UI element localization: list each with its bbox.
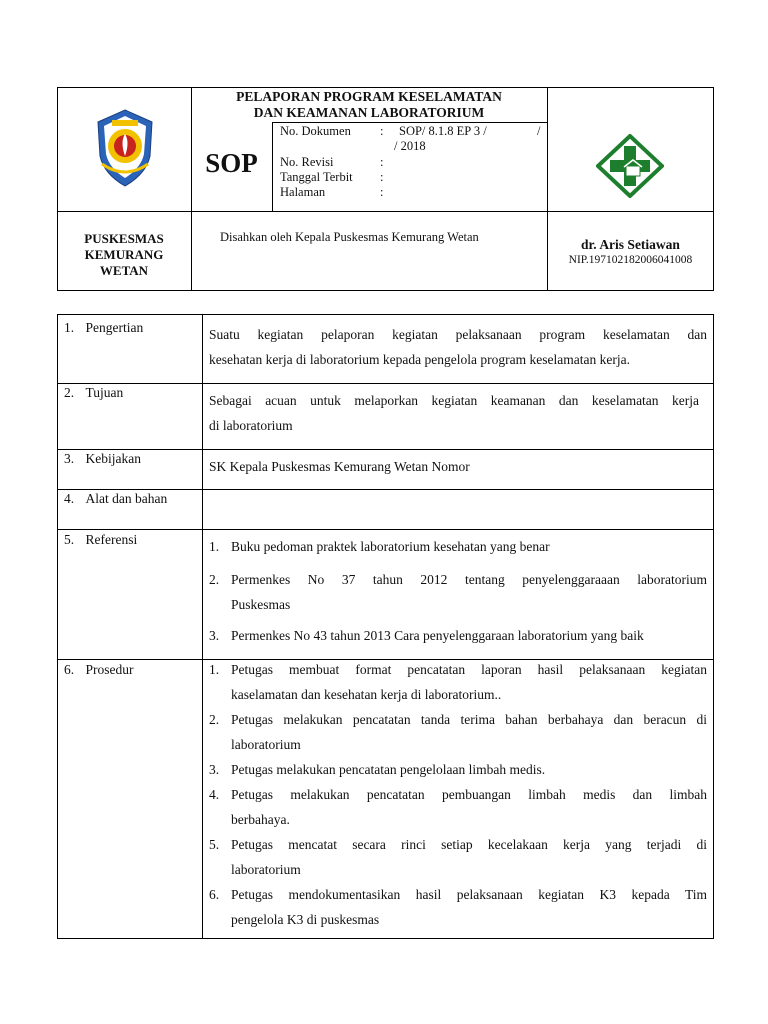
- item-number: 5.: [209, 837, 220, 852]
- section-number: 2.: [64, 385, 75, 400]
- doc-fields: [280, 124, 545, 200]
- doc-number-value-line2: / 2018: [394, 139, 426, 153]
- text-line: Suatu kegiatan pelaporan kegiatan pelaksanaan program keselamatan dan: [209, 327, 707, 342]
- list-item: [209, 757, 707, 782]
- document-title: [191, 89, 547, 121]
- procedure-list: [209, 657, 707, 932]
- item-number: 1.: [209, 662, 220, 677]
- section-title: Prosedur: [85, 662, 134, 677]
- item-number: 2.: [209, 712, 220, 727]
- signer-name: dr. Aris Setiawan: [581, 237, 680, 252]
- title-line-1: PELAPORAN PROGRAM KESELAMATAN: [236, 89, 502, 104]
- section-label-referensi: [64, 532, 137, 548]
- text-line: Sebagai acuan untuk melaporkan kegiatan keamanan dan keselamatan kerja: [209, 393, 699, 408]
- signer-block: [547, 237, 714, 268]
- issue-date-label: Tanggal Terbit: [280, 170, 353, 184]
- text-line: pengelola K3 di puskesmas: [231, 912, 380, 927]
- text-line: SK Kepala Puskesmas Kemurang Wetan Nomor: [209, 459, 470, 474]
- doc-number-value-extra: /: [537, 124, 541, 138]
- section-label-prosedur: [64, 662, 134, 678]
- list-item: [209, 832, 707, 882]
- list-item: [209, 567, 707, 617]
- section-title: Pengertian: [85, 320, 144, 335]
- title-line-2: DAN KEAMANAN LABORATORIUM: [253, 105, 485, 120]
- section-label-tujuan: [64, 385, 123, 401]
- list-item: [209, 882, 707, 932]
- text-line: Petugas mencatat secara rinci setiap kecelakaan kerja yang terjadi di: [231, 837, 707, 852]
- list-item: [209, 623, 707, 648]
- section-title: Tujuan: [85, 385, 124, 400]
- text-line: Permenkes No 43 tahun 2013 Cara penyelenggaraan laboratorium yang baik: [231, 628, 644, 643]
- section-label-alat-dan-bahan: [64, 491, 167, 507]
- item-number: 2.: [209, 572, 220, 587]
- section-number: 1.: [64, 320, 75, 335]
- item-number: 4.: [209, 787, 220, 802]
- approval-text: Disahkan oleh Kepala Puskesmas Kemurang Wetan: [220, 230, 479, 244]
- colon: :: [380, 155, 384, 169]
- list-item: [209, 782, 707, 832]
- text-line: Puskesmas: [231, 597, 291, 612]
- section-number: 6.: [64, 662, 75, 677]
- signer-nip: NIP.197102182006041008: [568, 254, 693, 266]
- sop-label: SOP: [205, 148, 258, 178]
- colon: :: [380, 170, 384, 184]
- list-item: [209, 534, 707, 559]
- doc-number-value: SOP/ 8.1.8 EP 3 /: [399, 124, 487, 138]
- section-label-pengertian: [64, 320, 143, 336]
- item-number: 3.: [209, 628, 220, 643]
- text-line: kaselamatan dan kesehatan kerja di laboratorium..: [231, 687, 502, 702]
- colon: :: [380, 124, 384, 138]
- reference-list: [209, 534, 707, 648]
- item-number: 6.: [209, 887, 220, 902]
- list-item: [209, 657, 707, 707]
- text-line: Petugas melakukan pencatatan pengelolaan limbah medis.: [231, 762, 546, 777]
- text-line: Buku pedoman praktek laboratorium kesehatan yang benar: [231, 539, 550, 554]
- section-label-kebijakan: [64, 451, 141, 467]
- text-line: laboratorium: [231, 862, 301, 877]
- section-number: 5.: [64, 532, 75, 547]
- text-line: Petugas membuat format pencatatan laporan hasil pelaksanaan kegiatan: [231, 662, 707, 677]
- text-line: kesehatan kerja di laboratorium kepada pengelola program keselamatan kerja.: [209, 352, 630, 367]
- section-number: 4.: [64, 491, 75, 506]
- text-line: Petugas mendokumentasikan hasil pelaksanaan kegiatan K3 kepada Tim: [231, 887, 707, 902]
- section-text-pengertian: [209, 322, 707, 372]
- text-line: Petugas melakukan pencatatan tanda terima bahan berbahaya dan beracun di: [231, 712, 707, 727]
- org-line-3: WETAN: [99, 263, 149, 278]
- colon: :: [380, 185, 384, 199]
- text-line: laboratorium: [231, 737, 301, 752]
- section-title: Alat dan bahan: [85, 491, 168, 506]
- list-item: [209, 707, 707, 757]
- section-text-kebijakan: [209, 454, 707, 479]
- puskesmas-cross-icon: [596, 134, 664, 198]
- item-number: 1.: [209, 539, 220, 554]
- page-label: Halaman: [280, 185, 326, 199]
- org-line-2: KEMURANG: [84, 247, 164, 262]
- regional-emblem-icon: [94, 108, 156, 188]
- text-line: Petugas melakukan pencatatan pembuangan limbah medis dan limbah: [231, 787, 707, 802]
- section-title: Referensi: [85, 532, 138, 547]
- text-line: Permenkes No 37 tahun 2012 tentang penyelenggaraaan laboratorium: [231, 572, 707, 587]
- revision-label: No. Revisi: [280, 155, 334, 169]
- org-line-1: PUSKESMAS: [84, 231, 164, 246]
- text-line: di laboratorium: [209, 418, 293, 433]
- section-text-tujuan: [209, 388, 699, 438]
- organization-name: [57, 231, 191, 279]
- item-number: 3.: [209, 762, 220, 777]
- section-number: 3.: [64, 451, 75, 466]
- doc-number-label: No. Dokumen: [280, 124, 351, 138]
- text-line: berbahaya.: [231, 812, 290, 827]
- section-title: Kebijakan: [85, 451, 141, 466]
